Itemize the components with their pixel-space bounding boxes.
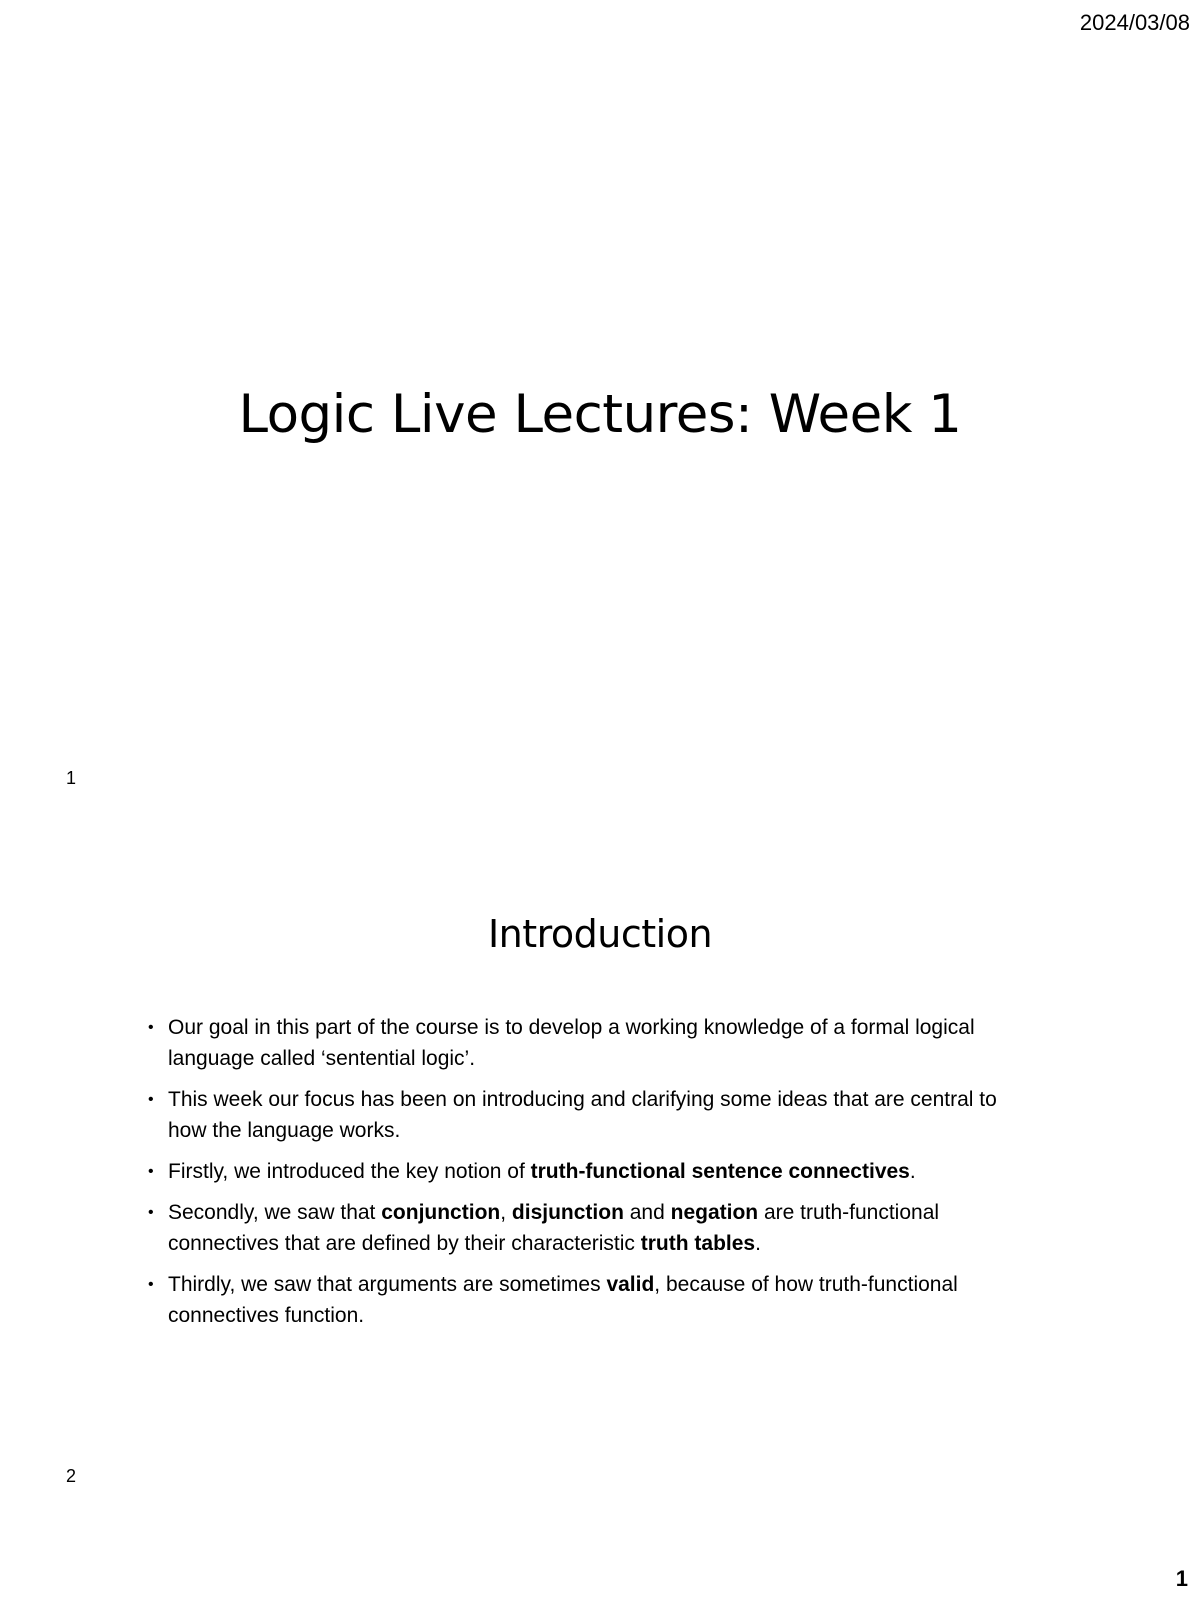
slide-2-bullet-list (148, 1012, 1028, 1341)
bullet-item (148, 1084, 1028, 1146)
bullet-text: . (909, 1160, 916, 1183)
print-date: 2024/03/08 (1079, 10, 1190, 35)
bullet-text: , because of how truth-functional connectives function. (168, 1273, 958, 1327)
slide-1-number: 1 (66, 768, 77, 788)
bullet-item (148, 1156, 1028, 1187)
bullet-text: Secondly, we saw that (168, 1201, 382, 1224)
bullet-emphasis: valid (606, 1273, 655, 1296)
bullet-emphasis: disjunction (511, 1201, 624, 1224)
bullet-item (148, 1012, 1028, 1074)
bullet-emphasis: negation (670, 1201, 759, 1224)
bullet-item (148, 1197, 1028, 1259)
bullet-emphasis: conjunction (381, 1201, 501, 1224)
bullet-text: This week our focus has been on introducing and clarifying some ideas that are central to how the language works. (168, 1088, 997, 1142)
bullet-text: . (755, 1232, 761, 1255)
bullet-text: , (500, 1201, 512, 1224)
bullet-emphasis: truth-functional sentence connectives (530, 1160, 910, 1183)
slide-2-title: Introduction (487, 912, 713, 956)
bullet-text: are truth-functional connectives that are defined by their characteristic (168, 1201, 940, 1255)
bullet-text: Thirdly, we saw that arguments are sometimes (168, 1273, 607, 1296)
bullet-item (148, 1269, 1028, 1331)
bullet-emphasis: truth tables (640, 1232, 756, 1255)
slide-2-number: 2 (66, 1466, 77, 1486)
slide-1-title: Logic Live Lectures: Week 1 (238, 384, 962, 445)
bullet-text: Our goal in this part of the course is to develop a working knowledge of a formal logical language called ‘sentential logic’. (168, 1016, 975, 1070)
page-number: 1 (1175, 1566, 1188, 1591)
bullet-text: and (623, 1201, 671, 1224)
bullet-text: Firstly, we introduced the key notion of (168, 1160, 531, 1183)
